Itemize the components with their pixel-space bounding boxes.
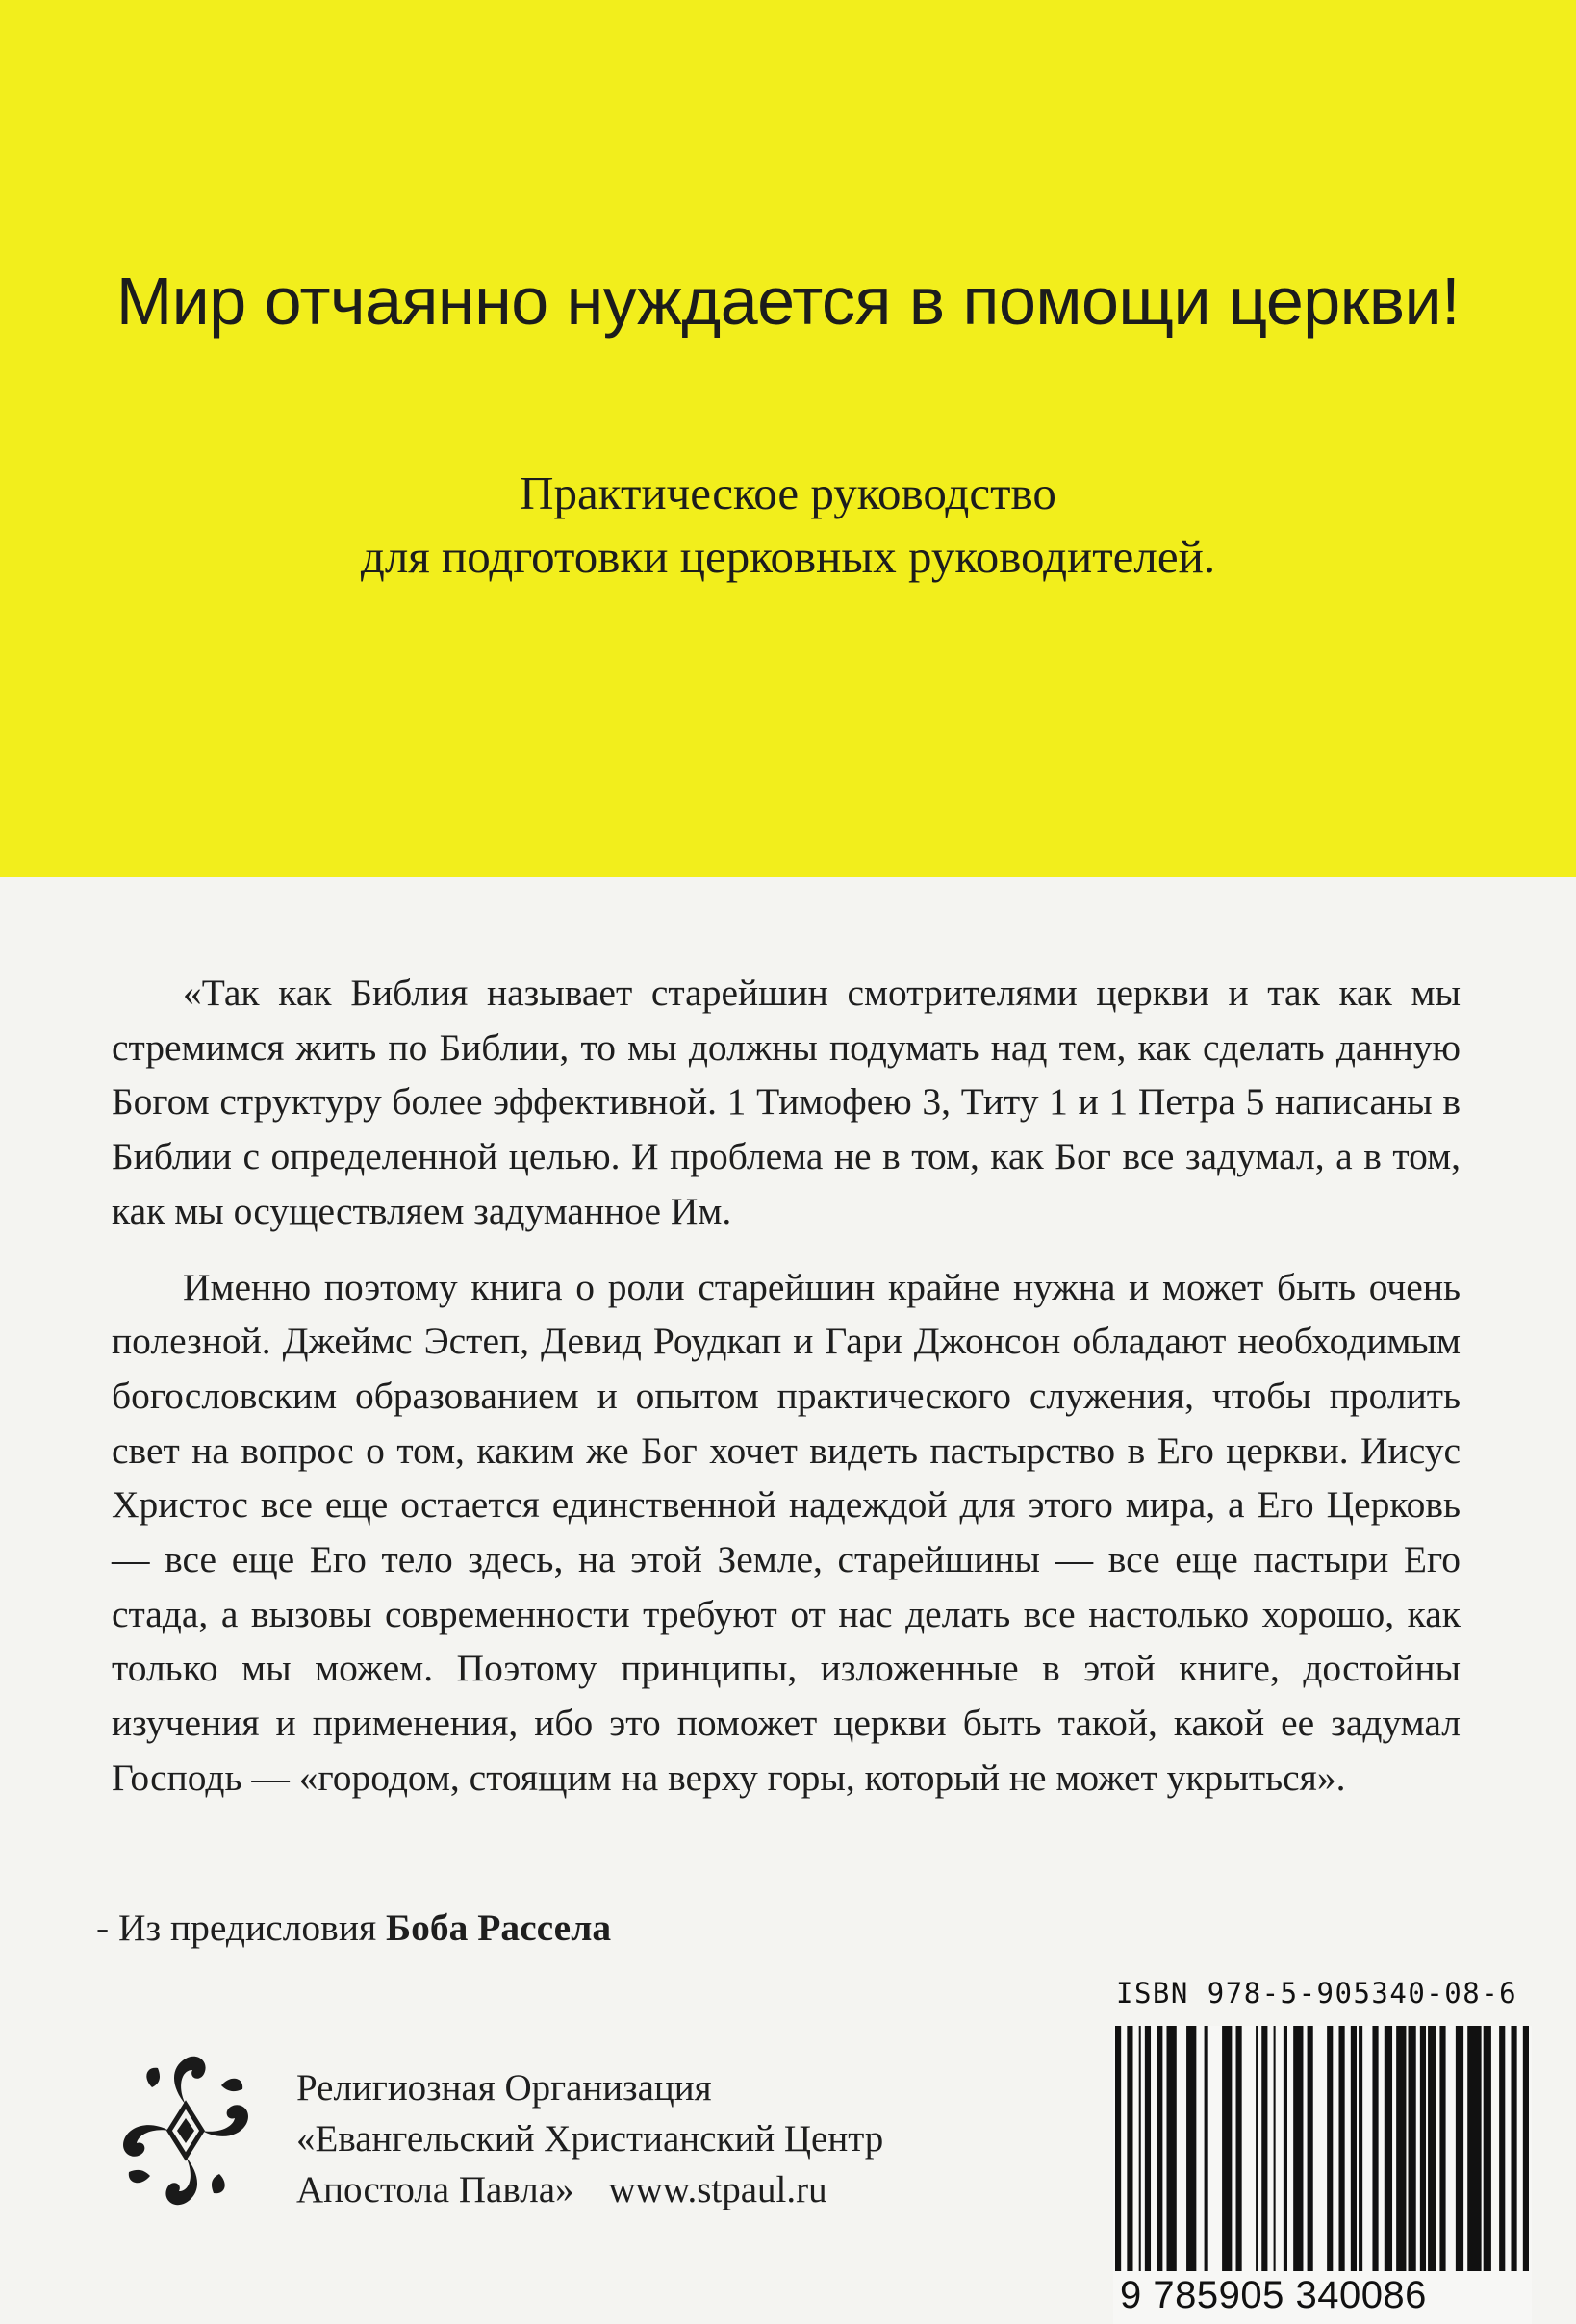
publisher-line-3: [296, 2164, 883, 2215]
barcode-digits: 9 785905 340086: [1120, 2274, 1427, 2316]
attribution-name: Боба Рассела: [386, 1907, 612, 1949]
cover-subtitle: [0, 462, 1576, 589]
publisher-line-1: Религиозная Организация: [296, 2067, 712, 2109]
foreword-quote: [112, 966, 1461, 1806]
subtitle-line-2: для подготовки церковных руководителей.: [360, 530, 1216, 583]
quote-paragraph-2: Именно поэтому книга о роли старейшин крайне нужна и может быть очень полезной. Джеймс Эстеп, Девид Роудкап и Гари Джонсон обладают необходимым богословским образованием и опытом практического служения, чтобы пролить свет на вопрос о том, каким же Бог хочет видеть пастырство в Его церкви. Иисус Христос все еще остается единственной надеждой для этого мира, а Его Церковь — все еще Его тело здесь, на этой Земле, старейшины — все еще пастыри Его стада, а вызовы современности требуют от нас делать все настолько хорошо, как только мы можем. Поэтому принципы, изложенные в этой книге, достойны изучения и применения, ибо это поможет церкви быть такой, какой ее задумал Господь — «городом, стоящим на верху горы, который не может укрыться».: [112, 1265, 1461, 1799]
quote-attribution: [96, 1904, 611, 1952]
publisher-website: www.stpaul.ru: [608, 2169, 827, 2210]
subtitle-line-1: Практическое руководство: [520, 467, 1056, 519]
quote-paragraph-1: «Так как Библия называет старейшин смотрителями церкви и так как мы стремимся жить по Библии, то мы должны подумать над тем, как сделать данную Богом структуру более эффективной. 1 Тимофею 3, Титу 1 и 1 Петра 5 написаны в Библии с определенной целью. И проблема не в том, как Бог все задумал, а в том, как мы осуществляем задуманное Им.: [112, 972, 1461, 1232]
publisher-name-end: Апостола Павла»: [296, 2169, 574, 2210]
cover-headline: Мир отчаянно нуждается в помощи церкви!: [115, 264, 1461, 339]
publisher-line-2: «Евангельский Христианский Центр: [296, 2118, 884, 2160]
publisher-info: [296, 2062, 883, 2215]
attribution-prefix: - Из предисловия: [96, 1907, 377, 1949]
fleuron-ornament-icon: [114, 2049, 258, 2212]
yellow-cover-band: [0, 0, 1576, 877]
isbn-label: ISBN 978-5-905340-08-6: [1116, 1977, 1518, 2009]
